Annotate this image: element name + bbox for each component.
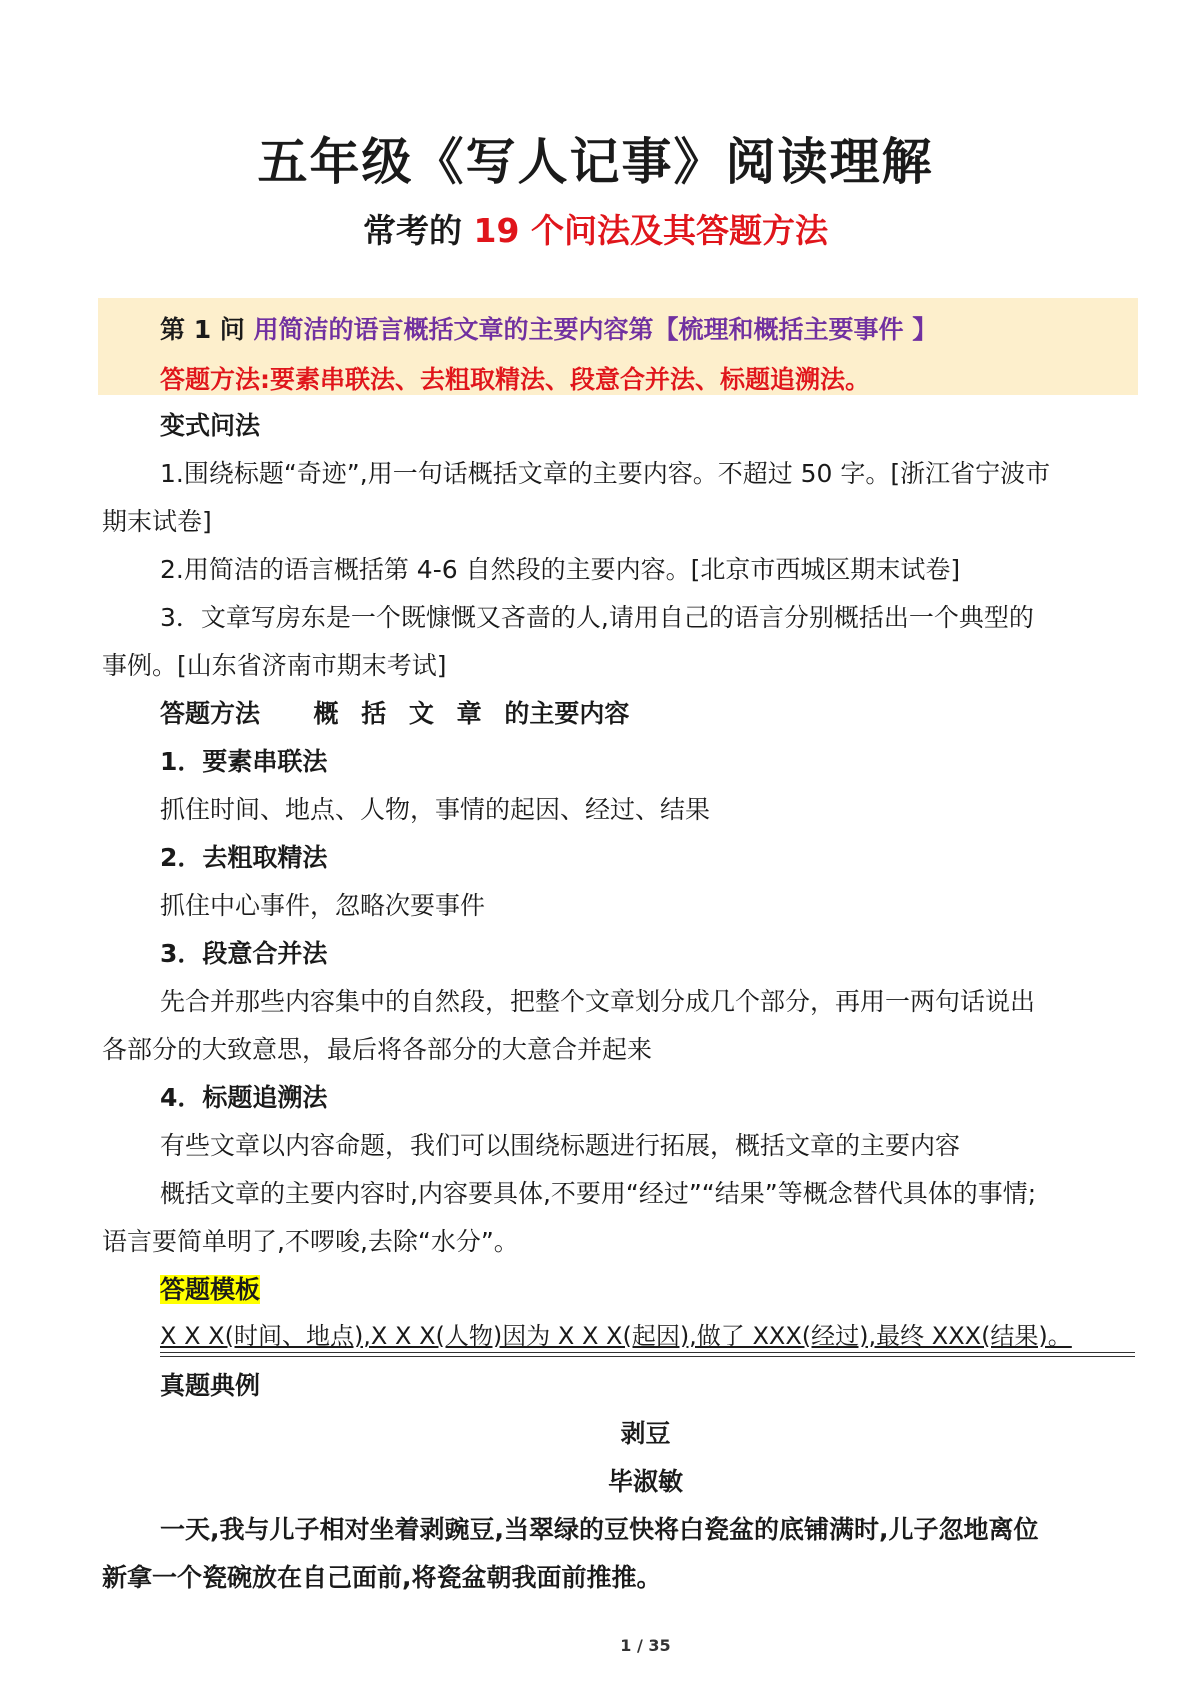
template-heading bbox=[160, 1273, 260, 1307]
method-4-desc: 有些文章以内容命题，我们可以围绕标题进行拓展，概括文章的主要内容 bbox=[160, 1131, 961, 1160]
method-heading-char-4: 章 bbox=[456, 699, 496, 728]
method-heading-char-2: 括 bbox=[361, 699, 401, 728]
variants-heading: 变式问法 bbox=[160, 411, 261, 440]
template-underline-1 bbox=[160, 1352, 1135, 1353]
answer-template: X X X(时间、地点),X X X(人物)因为 X X X(起因),做了 XXX(经过),最终 XXX(结果)。 bbox=[160, 1322, 1072, 1350]
story-line-1: 一天,我与儿子相对坐着剥豌豆,当翠绿的豆快将白瓷盆的底铺满时,儿子忽地离位 bbox=[160, 1515, 1039, 1544]
method-4-title: 4．标题追溯法 bbox=[160, 1083, 328, 1112]
method-3-title: 3．段意合并法 bbox=[160, 939, 328, 968]
page-number: 1 / 35 bbox=[620, 1636, 671, 1655]
method-1-desc: 抓住时间、地点、人物，事情的起因、经过、结果 bbox=[160, 795, 711, 824]
page-title: 五年级《写人记事》阅读理解 bbox=[257, 133, 934, 191]
question-heading bbox=[160, 310, 937, 346]
question-text: 用简洁的语言概括文章的主要内容第【梳理和概括主要事件 】 bbox=[253, 315, 938, 344]
story-line-2: 新拿一个瓷碗放在自己面前,将瓷盆朝我面前推推。 bbox=[102, 1563, 662, 1592]
question-method: 答题方法:要素串联法、去粗取精法、段意合并法、标题追溯法。 bbox=[160, 365, 871, 394]
variant-line-2: 期末试卷] bbox=[102, 507, 212, 536]
variant-line-5: 事例。[山东省济南市期末考试] bbox=[102, 651, 447, 680]
subtitle-part1: 常考的 bbox=[363, 211, 474, 250]
variant-line-3: 2.用简洁的语言概括第 4-6 自然段的主要内容。[北京市西城区期末试卷] bbox=[160, 555, 961, 584]
note-line-1: 概括文章的主要内容时,内容要具体,不要用“经过”“结果”等概念替代具体的事情; bbox=[160, 1179, 1037, 1208]
template-underline-2 bbox=[160, 1356, 1135, 1357]
story-author: 毕淑敏 bbox=[607, 1467, 683, 1496]
story-title: 剥豆 bbox=[620, 1419, 671, 1448]
method-heading-char-1: 概 bbox=[313, 699, 353, 728]
subtitle-part2: 19 个问法及其答题方法 bbox=[473, 211, 828, 250]
variant-line-1: 1.围绕标题“奇迹”,用一句话概括文章的主要内容。不超过 50 字。[浙江省宁波市 bbox=[160, 459, 1051, 488]
template-heading-highlight: 答题模板 bbox=[160, 1275, 261, 1304]
method-1-title: 1．要素串联法 bbox=[160, 747, 328, 776]
method-2-title: 2．去粗取精法 bbox=[160, 843, 328, 872]
question-number: 第 1 问 bbox=[160, 315, 254, 344]
page-subtitle bbox=[0, 205, 1191, 252]
variant-line-4: 3．文章写房东是一个既慷慨又吝啬的人,请用自己的语言分别概括出一个典型的 bbox=[160, 603, 1034, 632]
method-heading-label: 答题方法 bbox=[160, 699, 261, 728]
method-3-desc-2: 各部分的大致意思，最后将各部分的大意合并起来 bbox=[102, 1035, 653, 1064]
method-2-desc: 抓住中心事件，忽略次要事件 bbox=[160, 891, 486, 920]
method-heading bbox=[160, 697, 629, 731]
method-heading-char-3: 文 bbox=[408, 699, 448, 728]
note-line-2: 语言要简单明了,不啰唆,去除“水分”。 bbox=[102, 1227, 519, 1256]
method-heading-tail: 的主要内容 bbox=[504, 699, 630, 728]
method-3-desc-1: 先合并那些内容集中的自然段，把整个文章划分成几个部分，再用一两句话说出 bbox=[160, 987, 1036, 1016]
example-heading: 真题典例 bbox=[160, 1371, 261, 1400]
